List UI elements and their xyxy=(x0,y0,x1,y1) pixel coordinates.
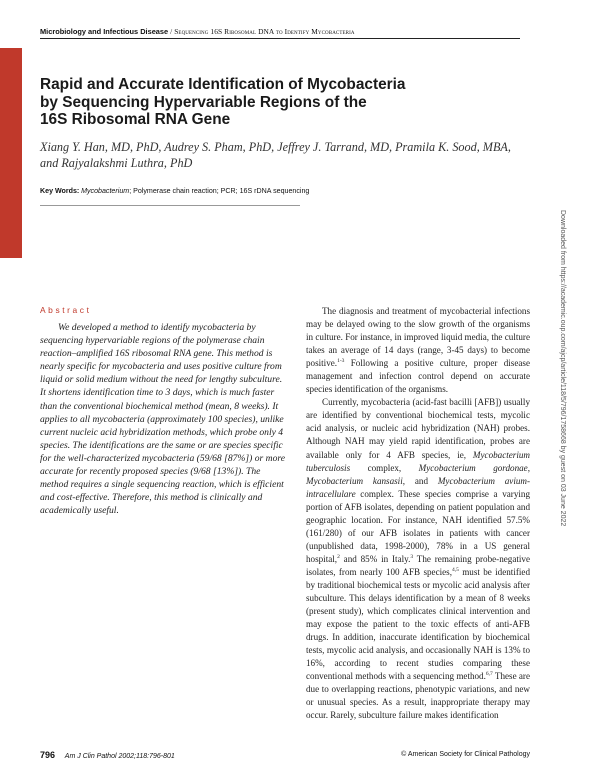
title-line-2: by Sequencing Hypervariable Regions of the xyxy=(40,93,367,111)
authors-line-2: and Rajyalakshmi Luthra, PhD xyxy=(40,156,193,170)
abstract-heading: Abstract xyxy=(40,305,92,315)
title-line-1: Rapid and Accurate Identification of Mycobacteria xyxy=(40,76,406,93)
author-list xyxy=(40,139,550,171)
download-watermark: Downloaded from https://academic.oup.com/ajcp/article/118/5/796/1758668 by guest on 03 June 2022 xyxy=(559,210,566,527)
copyright: © American Society for Clinical Pathology xyxy=(401,751,530,758)
header-rule xyxy=(40,38,520,39)
body-paragraph-2: Currently, mycobacteria (acid-fast bacilli [AFB]) usually are identified by conventional biochemical tests, mycolic acid analysis, or nucleic acid hybridization (NAH) probes. Although NAH may yield rapid identification, probes are available only for 4 AFB species, ie, Mycobacterium tuberculosis complex, Mycobacterium gordonae, Mycobacterium kansasii, and Mycobacterium avium-intracellulare complex. These species comprise a varying portion of AFB isolates, depending on patient population and geographic location. For instance, NAH identified 57.5% (161/280) of our AFB isolates in patients with cancer (unpublished data, 1998-2000), 78% in a US general hospital,$^2$ and 85% in Italy.$^3$ The remaining probe-negative isolates, from nearly 100 AFB species,$^{4,5}$ must be identified by traditional biochemical tests or mycolic acid analysis after subculture. This delays identification by a mean of 8 weeks (present study), which complicates clinical intervention and may expose the patient to the toxic effects of anti-AFB drugs. In addition, inaccurate identification by biochemical tests, mycolic acid analysis, and occasionally NAH is 13% to 16%, according to recent studies comparing these conventional methods with a sequencing method.$^{6,7}$ These are due to overlapping reactions, phenotypic variations, and new or unusual species. As a result, inappropriate therapy may occur. Rarely, subculture failure makes identification xyxy=(306,397,531,721)
page-footer xyxy=(40,750,530,760)
section-color-bar xyxy=(0,48,22,258)
journal-section-name: Microbiology and Infectious Disease xyxy=(40,27,169,36)
title-line-3: 16S Ribosomal RNA Gene xyxy=(40,111,231,128)
authors-line-1: Xiang Y. Han, MD, PhD, Audrey S. Pham, PhD, Jeffrey J. Tarrand, MD, Pramila K. Sood, MBA, xyxy=(40,140,511,154)
body-column xyxy=(306,305,530,723)
article-title xyxy=(40,76,540,129)
abstract-text: We developed a method to identify mycobacteria by sequencing hypervariable regions of the polymerase chain reaction–amplified 16S ribosomal RNA gene. This method is nearly specific for mycobacteria and uses positive culture from liquid or solid medium without the need for lengthy subculture. It shortens identification time to 3 days, which is much faster than the conventional biochemical method (mean, 8 weeks). It applies to all mycobacteria (approximately 100 species), unlike current nucleic acid hybridization methods, which probe only 4 species. The identifications are the same or are species specific for the well-characterized mycobacteria (59/68 [87%]) or more accurate for recently proposed species (9/68 [13%]). The method requires a single sequencing reaction, which is efficient and cost-effective. Therefore, this method is clinically and academically useful. xyxy=(40,322,286,517)
keywords-rule xyxy=(40,205,300,206)
keywords xyxy=(40,187,540,195)
journal-citation: Am J Clin Pathol 2002;118:796-801 xyxy=(64,753,175,760)
keywords-rest: ; Polymerase chain reaction; PCR; 16S rDNA sequencing xyxy=(129,187,310,195)
running-title: Sequencing 16S Ribosomal DNA to Identify Mycobacteria xyxy=(174,27,355,36)
body-paragraph-1: The diagnosis and treatment of mycobacterial infections may be delayed owing to the slow growth of the organisms in culture. For instance, in improved liquid media, the culture takes an average of 14 days (range, 3-45 days) to become positive.$^{1-3}$ Following a positive culture, proper disease management and infection control depend on accurate species identification of the organisms. xyxy=(306,306,530,395)
running-header xyxy=(40,27,355,36)
keyword-mycobacterium: Mycobacterium xyxy=(81,187,130,195)
header-separator: / xyxy=(170,27,173,36)
page-number: 796 xyxy=(40,750,56,760)
keywords-label: Key Words: xyxy=(40,187,80,195)
